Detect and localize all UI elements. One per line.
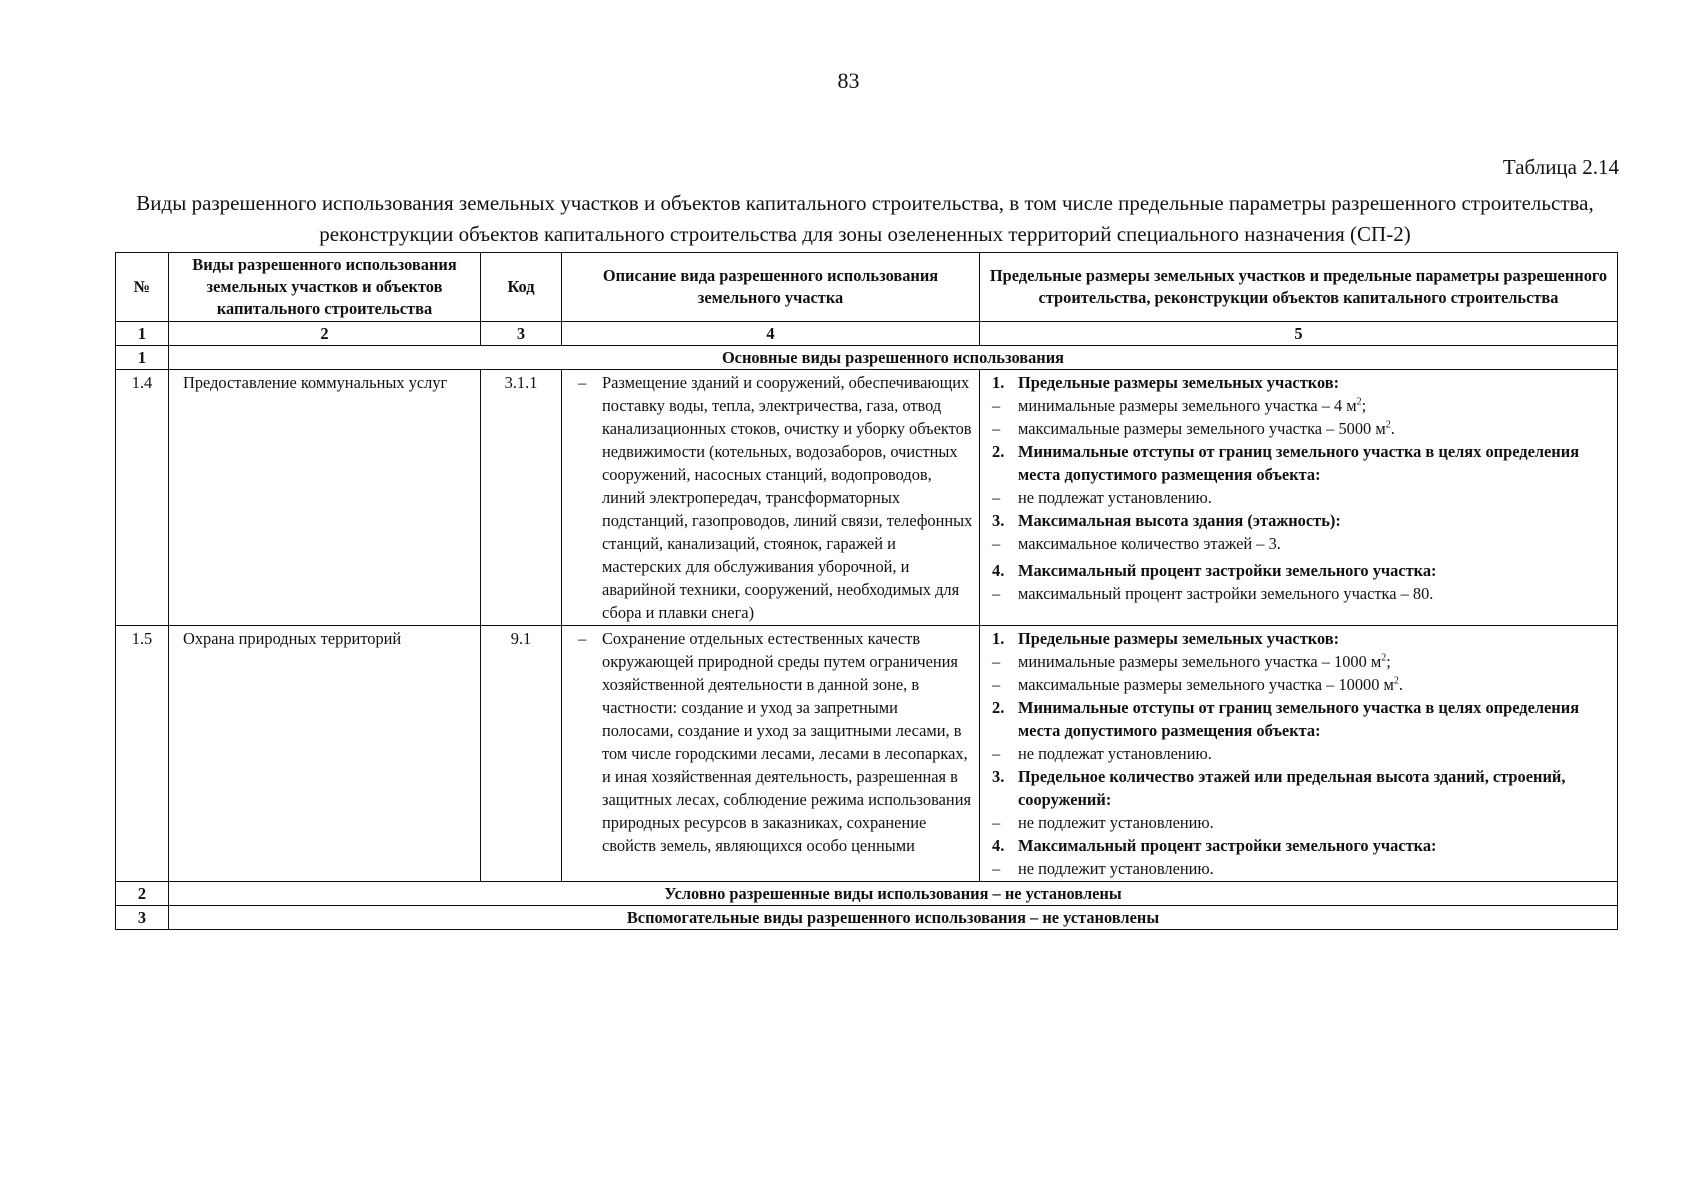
column-number: 5	[980, 322, 1618, 346]
column-number-row	[116, 322, 1618, 346]
param-number: 3.	[992, 511, 1005, 530]
dash: –	[992, 584, 1001, 603]
param-number: 4.	[992, 561, 1005, 580]
dash: –	[992, 859, 1001, 878]
param-heading-text: Предельные размеры земельных участков:	[1018, 373, 1340, 392]
param-item	[986, 486, 1611, 509]
dash: –	[992, 396, 1001, 415]
row-code: 3.1.1	[481, 370, 562, 626]
param-heading-text: Предельное количество этажей или предельная высота зданий, строений, сооружений:	[1018, 767, 1566, 809]
param-heading	[986, 559, 1611, 582]
header-params: Предельные размеры земельных участков и предельные параметры разрешенного строительства, реконструкции объектов капитального строительства	[980, 253, 1618, 322]
param-number: 3.	[992, 767, 1005, 786]
section-row	[116, 346, 1618, 370]
param-heading-text: Минимальные отступы от границ земельного участка в целях определения места допустимого размещения объекта:	[1018, 698, 1580, 740]
param-number: 2.	[992, 442, 1005, 461]
land-use-table	[115, 252, 1618, 930]
section-row	[116, 882, 1618, 906]
param-heading-text: Максимальная высота здания (этажность):	[1018, 511, 1341, 530]
superscript: 2	[1381, 652, 1387, 664]
param-item	[986, 650, 1611, 673]
param-heading-text: Минимальные отступы от границ земельного участка в целях определения места допустимого размещения объекта:	[1018, 442, 1580, 484]
param-item-text: не подлежат установлению.	[1018, 744, 1212, 763]
punct: .	[1398, 675, 1404, 694]
dash: –	[992, 652, 1001, 671]
param-item-text: максимальный процент застройки земельного участка – 80.	[1018, 584, 1434, 603]
param-item-text: минимальные размеры земельного участка – 1000 м	[1018, 652, 1382, 671]
param-number: 1.	[992, 373, 1005, 392]
param-heading-text: Максимальный процент застройки земельного участка:	[1018, 561, 1437, 580]
param-number: 4.	[992, 836, 1005, 855]
param-item	[986, 742, 1611, 765]
table-title: Виды разрешенного использования земельных участков и объектов капитального строительства, в том числе предельные параметры разрешенного строительства, реконструкции объектов капитального строительства для зоны озелененных территорий специального назначения (СП-2)	[136, 191, 1594, 246]
param-item	[986, 673, 1611, 696]
param-heading	[986, 696, 1611, 742]
table-row	[116, 370, 1618, 626]
page-number: 83	[837, 68, 860, 93]
param-item	[986, 417, 1611, 440]
param-item	[986, 582, 1611, 605]
param-item-text: не подлежит установлению.	[1018, 859, 1214, 878]
param-item-text: не подлежат установлению.	[1018, 488, 1212, 507]
row-code: 9.1	[481, 626, 562, 882]
row-description: – Размещение зданий и сооружений, обеспечивающих поставку воды, тепла, электричества, газа, отвод канализационных стоков, очистку и уборку объектов недвижимости (котельных, водозаборов, очистных сооружений, насосных станций, водопроводов, линий электропередач, трансформаторных подстанций, газопроводов, линий связи, телефонных станций, канализаций, стоянок, гаражей и мастерских для обслуживания уборочной, и аварийной техники, сооружений, необходимых для сбора и плавки снега)	[568, 371, 973, 624]
section-title: Условно разрешенные виды использования – не установлены	[169, 882, 1618, 906]
row-num: 1.4	[116, 370, 169, 626]
row-description-cell	[562, 370, 980, 626]
section-num: 1	[116, 346, 169, 370]
param-item	[986, 532, 1611, 555]
param-number: 2.	[992, 698, 1005, 717]
param-heading	[986, 440, 1611, 486]
header-description: Описание вида разрешенного использования земельного участка	[562, 253, 980, 322]
dash: –	[992, 488, 1001, 507]
dash: –	[992, 534, 1001, 553]
row-params-cell	[980, 370, 1618, 626]
punct: ;	[1361, 396, 1367, 415]
column-number: 2	[169, 322, 481, 346]
dash: –	[992, 813, 1001, 832]
param-item	[986, 394, 1611, 417]
row-kind: Предоставление коммунальных услуг	[169, 370, 481, 626]
param-item-text: максимальное количество этажей – 3.	[1018, 534, 1281, 553]
row-description: – Сохранение отдельных естественных качеств окружающей природной среды путем ограничения хозяйственной деятельности в данной зоне, в частности: создание и уход за запретными полосами, создание и уход за защитными лесами, в том числе городскими лесами, лесами в лесопарках, и иная хозяйственная деятельность, разрешенная в защитных лесах, соблюдение режима использования природных ресурсов в заказниках, сохранение свойств земель, являющихся особо ценными	[568, 627, 973, 857]
param-item-text: максимальные размеры земельного участка – 5000 м	[1018, 419, 1386, 438]
row-num: 1.5	[116, 626, 169, 882]
punct: .	[1390, 419, 1395, 438]
param-number: 1.	[992, 629, 1005, 648]
punct: ;	[1386, 652, 1391, 671]
param-heading	[986, 627, 1611, 650]
header-row	[116, 253, 1618, 322]
param-heading	[986, 371, 1611, 394]
row-kind: Охрана природных территорий	[169, 626, 481, 882]
column-number: 4	[562, 322, 980, 346]
superscript: 2	[1356, 396, 1362, 408]
param-item	[986, 811, 1611, 834]
param-heading-text: Предельные размеры земельных участков:	[1018, 629, 1340, 648]
header-kind: Виды разрешенного использования земельных участков и объектов капитального строительства	[169, 253, 481, 322]
param-item-text: не подлежит установлению.	[1018, 813, 1214, 832]
param-item-text: минимальные размеры земельного участка – 4 м	[1018, 396, 1357, 415]
row-params-cell	[980, 626, 1618, 882]
section-row	[116, 906, 1618, 930]
row-description-cell	[562, 626, 980, 882]
dash: –	[992, 744, 1001, 763]
section-num: 3	[116, 906, 169, 930]
superscript: 2	[1393, 675, 1399, 687]
dash: –	[992, 419, 1001, 438]
header-code: Код	[481, 253, 562, 322]
header-num: №	[116, 253, 169, 322]
table-row	[116, 626, 1618, 882]
column-number: 1	[116, 322, 169, 346]
dash: –	[992, 675, 1001, 694]
column-number: 3	[481, 322, 562, 346]
param-heading	[986, 509, 1611, 532]
param-heading	[986, 765, 1611, 811]
section-num: 2	[116, 882, 169, 906]
param-heading-text: Максимальный процент застройки земельного участка:	[1018, 836, 1437, 855]
superscript: 2	[1385, 419, 1391, 431]
param-item	[986, 857, 1611, 880]
table-label: Таблица 2.14	[1502, 155, 1619, 179]
section-title: Вспомогательные виды разрешенного использования – не установлены	[169, 906, 1618, 930]
param-heading	[986, 834, 1611, 857]
section-title: Основные виды разрешенного использования	[169, 346, 1618, 370]
param-item-text: максимальные размеры земельного участка – 10000 м	[1018, 675, 1394, 694]
